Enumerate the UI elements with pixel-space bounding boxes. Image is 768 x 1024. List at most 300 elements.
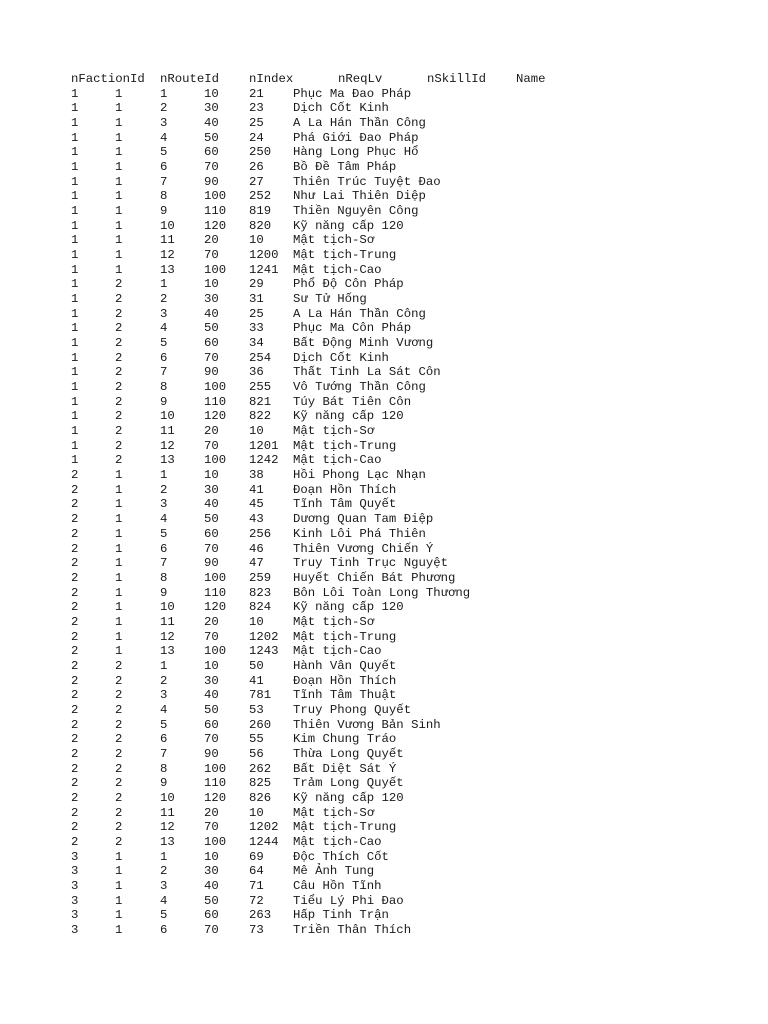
cell-route-id: 2 xyxy=(115,336,123,351)
cell-faction-id: 2 xyxy=(71,512,79,527)
cell-faction-id: 1 xyxy=(71,262,79,277)
cell-name: Bất Diệt Sát Ý xyxy=(293,761,397,776)
cell-faction-id: 2 xyxy=(71,702,79,717)
cell-faction-id: 2 xyxy=(71,790,79,805)
cell-faction-id: 2 xyxy=(71,482,79,497)
cell-req-lv: 10 xyxy=(204,849,219,864)
cell-req-lv: 50 xyxy=(204,321,219,336)
cell-skill-id: 71 xyxy=(249,878,264,893)
table-row xyxy=(71,834,382,850)
cell-route-id: 1 xyxy=(115,174,123,189)
cell-route-id: 2 xyxy=(115,380,123,395)
cell-skill-id: 10 xyxy=(249,233,264,248)
cell-req-lv: 30 xyxy=(204,864,219,879)
cell-skill-id: 21 xyxy=(249,86,264,101)
cell-index: 7 xyxy=(160,365,168,380)
cell-route-id: 2 xyxy=(115,453,123,468)
cell-skill-id: 1201 xyxy=(249,438,279,453)
table-row xyxy=(71,746,404,762)
cell-skill-id: 38 xyxy=(249,468,264,483)
cell-route-id: 1 xyxy=(115,878,123,893)
cell-req-lv: 50 xyxy=(204,702,219,717)
cell-index: 1 xyxy=(160,86,168,101)
cell-route-id: 1 xyxy=(115,233,123,248)
cell-index: 11 xyxy=(160,424,175,439)
cell-name: Mật tịch-Trung xyxy=(293,248,397,263)
cell-name: Bồ Đề Tâm Pháp xyxy=(293,160,397,175)
cell-faction-id: 1 xyxy=(71,145,79,160)
cell-index: 8 xyxy=(160,570,168,585)
cell-index: 13 xyxy=(160,644,175,659)
cell-name: Trảm Long Quyết xyxy=(293,776,404,791)
cell-index: 12 xyxy=(160,629,175,644)
cell-index: 1 xyxy=(160,277,168,292)
cell-req-lv: 120 xyxy=(204,600,227,615)
cell-skill-id: 26 xyxy=(249,160,264,175)
cell-name: Phục Ma Côn Pháp xyxy=(293,321,412,336)
cell-skill-id: 820 xyxy=(249,218,272,233)
cell-skill-id: 260 xyxy=(249,717,272,732)
cell-req-lv: 70 xyxy=(204,820,219,835)
table-row xyxy=(71,878,382,894)
cell-index: 2 xyxy=(160,101,168,116)
cell-req-lv: 50 xyxy=(204,512,219,527)
cell-route-id: 2 xyxy=(115,658,123,673)
cell-index: 12 xyxy=(160,438,175,453)
table-row xyxy=(71,189,426,204)
cell-route-id: 1 xyxy=(115,218,123,233)
cell-index: 5 xyxy=(160,717,168,732)
cell-name: Tĩnh Tâm Thuật xyxy=(293,688,397,703)
cell-name: Bất Động Minh Vương xyxy=(293,336,434,351)
cell-index: 11 xyxy=(160,805,175,820)
cell-index: 4 xyxy=(160,321,168,336)
cell-name: Kim Chung Tráo xyxy=(293,732,397,747)
table-row xyxy=(71,292,367,307)
cell-faction-id: 2 xyxy=(71,644,79,659)
table-row xyxy=(71,732,397,747)
cell-route-id: 2 xyxy=(115,321,123,336)
cell-req-lv: 20 xyxy=(204,805,219,820)
cell-index: 13 xyxy=(160,834,175,849)
cell-index: 9 xyxy=(160,776,168,791)
table-row xyxy=(71,365,441,380)
table-row xyxy=(71,864,375,879)
table-row xyxy=(71,394,412,410)
cell-skill-id: 254 xyxy=(249,350,272,365)
cell-index: 1 xyxy=(160,468,168,483)
table-row xyxy=(71,673,397,689)
cell-faction-id: 1 xyxy=(71,336,79,351)
cell-faction-id: 1 xyxy=(71,394,79,409)
cell-name: Mật tịch-Trung xyxy=(293,438,397,453)
table-row xyxy=(71,321,412,336)
cell-index: 3 xyxy=(160,688,168,703)
cell-faction-id: 2 xyxy=(71,820,79,835)
cell-name: Độc Thích Cốt xyxy=(293,849,389,864)
cell-route-id: 1 xyxy=(115,101,123,116)
table-row xyxy=(71,644,382,659)
cell-name: Mật tịch-Cao xyxy=(293,453,382,468)
table-row xyxy=(71,380,426,395)
cell-skill-id: 1244 xyxy=(249,834,279,849)
cell-name: Dịch Cốt Kinh xyxy=(293,101,389,116)
cell-req-lv: 30 xyxy=(204,673,219,688)
table-row xyxy=(71,688,397,703)
cell-index: 6 xyxy=(160,541,168,556)
cell-faction-id: 1 xyxy=(71,321,79,336)
cell-index: 13 xyxy=(160,262,175,277)
cell-skill-id: 41 xyxy=(249,482,264,497)
cell-req-lv: 90 xyxy=(204,556,219,571)
cell-index: 13 xyxy=(160,453,175,468)
cell-faction-id: 2 xyxy=(71,600,79,615)
skill-table xyxy=(71,72,546,938)
cell-route-id: 1 xyxy=(115,614,123,629)
cell-skill-id: 72 xyxy=(249,893,264,908)
cell-name: Mật tịch-Sơ xyxy=(293,233,375,248)
table-row xyxy=(71,306,426,322)
cell-skill-id: 24 xyxy=(249,130,264,145)
cell-faction-id: 2 xyxy=(71,732,79,747)
table-row xyxy=(71,160,397,175)
cell-skill-id: 73 xyxy=(249,922,264,937)
cell-route-id: 2 xyxy=(115,805,123,820)
table-row xyxy=(71,761,397,777)
cell-skill-id: 10 xyxy=(249,424,264,439)
cell-name: Kỹ năng cấp 120 xyxy=(293,409,404,424)
cell-name: Kỹ năng cấp 120 xyxy=(293,218,404,233)
cell-faction-id: 1 xyxy=(71,438,79,453)
cell-faction-id: 3 xyxy=(71,922,79,937)
table-row xyxy=(71,497,397,512)
cell-route-id: 2 xyxy=(115,746,123,761)
cell-req-lv: 90 xyxy=(204,174,219,189)
header-name: Name xyxy=(516,72,546,86)
cell-skill-id: 256 xyxy=(249,526,272,541)
cell-route-id: 2 xyxy=(115,688,123,703)
cell-req-lv: 70 xyxy=(204,438,219,453)
cell-route-id: 1 xyxy=(115,629,123,644)
cell-index: 6 xyxy=(160,350,168,365)
cell-skill-id: 1241 xyxy=(249,262,279,277)
cell-req-lv: 10 xyxy=(204,468,219,483)
cell-route-id: 2 xyxy=(115,350,123,365)
cell-name: Mật tịch-Sơ xyxy=(293,614,375,629)
cell-req-lv: 60 xyxy=(204,336,219,351)
header-skill-id: nSkillId xyxy=(427,72,487,86)
cell-index: 9 xyxy=(160,204,168,219)
cell-faction-id: 1 xyxy=(71,218,79,233)
table-row xyxy=(71,233,375,248)
cell-index: 4 xyxy=(160,130,168,145)
cell-faction-id: 1 xyxy=(71,409,79,424)
cell-name: A La Hán Thần Công xyxy=(293,116,426,131)
cell-skill-id: 822 xyxy=(249,409,272,424)
cell-skill-id: 1200 xyxy=(249,248,279,263)
cell-faction-id: 2 xyxy=(71,673,79,688)
cell-index: 2 xyxy=(160,673,168,688)
cell-name: Thiên Trúc Tuyệt Đao xyxy=(293,174,441,189)
cell-name: Sư Tử Hống xyxy=(293,292,367,307)
cell-route-id: 2 xyxy=(115,834,123,849)
table-row xyxy=(71,849,389,865)
cell-route-id: 2 xyxy=(115,673,123,688)
cell-index: 1 xyxy=(160,849,168,864)
cell-index: 5 xyxy=(160,908,168,923)
cell-faction-id: 2 xyxy=(71,761,79,776)
table-row xyxy=(71,174,441,190)
table-row xyxy=(71,218,404,234)
table-row xyxy=(71,453,382,468)
cell-name: A La Hán Thần Công xyxy=(293,306,426,321)
cell-skill-id: 259 xyxy=(249,570,272,585)
cell-skill-id: 263 xyxy=(249,908,272,923)
cell-req-lv: 60 xyxy=(204,145,219,160)
cell-req-lv: 100 xyxy=(204,761,227,776)
cell-route-id: 1 xyxy=(115,482,123,497)
cell-req-lv: 10 xyxy=(204,658,219,673)
cell-faction-id: 3 xyxy=(71,908,79,923)
cell-faction-id: 1 xyxy=(71,86,79,101)
cell-name: Dịch Cốt Kinh xyxy=(293,350,389,365)
cell-index: 5 xyxy=(160,336,168,351)
cell-skill-id: 31 xyxy=(249,292,264,307)
cell-name: Thiên Vương Chiến Ý xyxy=(293,541,434,556)
cell-route-id: 1 xyxy=(115,262,123,277)
cell-index: 12 xyxy=(160,820,175,835)
cell-faction-id: 1 xyxy=(71,101,79,116)
cell-route-id: 1 xyxy=(115,512,123,527)
cell-index: 10 xyxy=(160,790,175,805)
cell-name: Phá Giới Đao Pháp xyxy=(293,130,419,145)
cell-route-id: 2 xyxy=(115,292,123,307)
cell-req-lv: 50 xyxy=(204,130,219,145)
table-row xyxy=(71,336,434,351)
cell-faction-id: 1 xyxy=(71,306,79,321)
table-row xyxy=(71,350,389,366)
cell-route-id: 2 xyxy=(115,702,123,717)
cell-name: Mật tịch-Cao xyxy=(293,834,382,849)
cell-skill-id: 43 xyxy=(249,512,264,527)
cell-route-id: 1 xyxy=(115,644,123,659)
cell-skill-id: 41 xyxy=(249,673,264,688)
cell-faction-id: 1 xyxy=(71,248,79,263)
cell-skill-id: 262 xyxy=(249,761,272,776)
cell-req-lv: 30 xyxy=(204,292,219,307)
cell-req-lv: 70 xyxy=(204,248,219,263)
cell-faction-id: 1 xyxy=(71,424,79,439)
cell-name: Hấp Tinh Trận xyxy=(293,908,389,923)
cell-req-lv: 100 xyxy=(204,644,227,659)
cell-skill-id: 824 xyxy=(249,600,272,615)
cell-faction-id: 2 xyxy=(71,834,79,849)
cell-faction-id: 1 xyxy=(71,174,79,189)
table-row xyxy=(71,482,397,498)
cell-req-lv: 70 xyxy=(204,732,219,747)
cell-index: 8 xyxy=(160,189,168,204)
cell-route-id: 1 xyxy=(115,556,123,571)
cell-faction-id: 2 xyxy=(71,614,79,629)
cell-req-lv: 20 xyxy=(204,614,219,629)
cell-faction-id: 2 xyxy=(71,776,79,791)
cell-index: 8 xyxy=(160,380,168,395)
table-row xyxy=(71,512,434,527)
cell-faction-id: 2 xyxy=(71,497,79,512)
cell-route-id: 1 xyxy=(115,585,123,600)
cell-skill-id: 47 xyxy=(249,556,264,571)
cell-index: 10 xyxy=(160,218,175,233)
table-row xyxy=(71,776,404,791)
cell-route-id: 1 xyxy=(115,86,123,101)
cell-skill-id: 33 xyxy=(249,321,264,336)
cell-req-lv: 100 xyxy=(204,570,227,585)
cell-req-lv: 40 xyxy=(204,688,219,703)
cell-skill-id: 56 xyxy=(249,746,264,761)
cell-index: 5 xyxy=(160,145,168,160)
cell-skill-id: 250 xyxy=(249,145,272,160)
cell-skill-id: 53 xyxy=(249,702,264,717)
table-row xyxy=(71,277,404,292)
cell-name: Mê Ảnh Tung xyxy=(293,864,375,879)
cell-req-lv: 10 xyxy=(204,277,219,292)
table-row xyxy=(71,409,404,424)
cell-route-id: 2 xyxy=(115,790,123,805)
table-row xyxy=(71,629,397,645)
cell-name: Thất Tinh La Sát Côn xyxy=(293,365,441,380)
cell-index: 11 xyxy=(160,233,175,248)
cell-req-lv: 100 xyxy=(204,189,227,204)
table-header xyxy=(71,72,546,87)
cell-req-lv: 50 xyxy=(204,893,219,908)
cell-req-lv: 100 xyxy=(204,453,227,468)
cell-req-lv: 60 xyxy=(204,717,219,732)
cell-name: Tiểu Lý Phi Đao xyxy=(293,893,404,908)
cell-faction-id: 1 xyxy=(71,189,79,204)
cell-route-id: 1 xyxy=(115,204,123,219)
cell-faction-id: 2 xyxy=(71,468,79,483)
cell-index: 6 xyxy=(160,922,168,937)
cell-route-id: 2 xyxy=(115,394,123,409)
cell-name: Mật tịch-Cao xyxy=(293,644,382,659)
cell-skill-id: 826 xyxy=(249,790,272,805)
table-row xyxy=(71,101,389,116)
cell-name: Mật tịch-Trung xyxy=(293,820,397,835)
cell-req-lv: 70 xyxy=(204,160,219,175)
table-row xyxy=(71,820,397,835)
cell-faction-id: 1 xyxy=(71,350,79,365)
cell-faction-id: 2 xyxy=(71,746,79,761)
cell-faction-id: 2 xyxy=(71,526,79,541)
cell-req-lv: 70 xyxy=(204,922,219,937)
cell-name: Tĩnh Tâm Quyết xyxy=(293,497,397,512)
cell-route-id: 1 xyxy=(115,908,123,923)
table-row xyxy=(71,248,397,263)
cell-skill-id: 36 xyxy=(249,365,264,380)
cell-skill-id: 10 xyxy=(249,614,264,629)
cell-name: Túy Bát Tiên Côn xyxy=(293,394,412,409)
cell-faction-id: 1 xyxy=(71,365,79,380)
cell-faction-id: 1 xyxy=(71,380,79,395)
cell-index: 6 xyxy=(160,732,168,747)
cell-name: Thiền Nguyên Công xyxy=(293,204,419,219)
table-row xyxy=(71,526,426,542)
cell-index: 7 xyxy=(160,174,168,189)
cell-index: 12 xyxy=(160,248,175,263)
cell-skill-id: 825 xyxy=(249,776,272,791)
cell-skill-id: 781 xyxy=(249,688,272,703)
cell-route-id: 1 xyxy=(115,922,123,937)
cell-name: Mật tịch-Cao xyxy=(293,262,382,277)
cell-faction-id: 1 xyxy=(71,116,79,131)
cell-name: Truy Tinh Trục Nguyệt xyxy=(293,556,448,571)
cell-skill-id: 1242 xyxy=(249,453,279,468)
cell-req-lv: 70 xyxy=(204,541,219,556)
cell-name: Như Lai Thiên Diệp xyxy=(293,189,426,204)
cell-faction-id: 3 xyxy=(71,893,79,908)
cell-faction-id: 3 xyxy=(71,878,79,893)
cell-skill-id: 50 xyxy=(249,658,264,673)
cell-index: 7 xyxy=(160,746,168,761)
table-row xyxy=(71,600,404,615)
cell-faction-id: 1 xyxy=(71,277,79,292)
table-row xyxy=(71,570,456,586)
cell-req-lv: 100 xyxy=(204,380,227,395)
cell-route-id: 2 xyxy=(115,409,123,424)
cell-skill-id: 1202 xyxy=(249,820,279,835)
cell-index: 4 xyxy=(160,702,168,717)
cell-req-lv: 110 xyxy=(204,776,227,791)
cell-faction-id: 2 xyxy=(71,658,79,673)
cell-index: 10 xyxy=(160,409,175,424)
table-row xyxy=(71,908,389,923)
cell-index: 4 xyxy=(160,893,168,908)
cell-name: Mật tịch-Trung xyxy=(293,629,397,644)
cell-route-id: 2 xyxy=(115,732,123,747)
cell-req-lv: 110 xyxy=(204,394,227,409)
cell-skill-id: 25 xyxy=(249,116,264,131)
cell-skill-id: 45 xyxy=(249,497,264,512)
table-row xyxy=(71,130,419,146)
cell-route-id: 1 xyxy=(115,600,123,615)
cell-faction-id: 2 xyxy=(71,570,79,585)
cell-name: Hồi Phong Lạc Nhạn xyxy=(293,468,426,483)
table-row xyxy=(71,424,375,439)
cell-skill-id: 46 xyxy=(249,541,264,556)
header-route-id: nRouteId xyxy=(160,72,220,86)
cell-skill-id: 25 xyxy=(249,306,264,321)
table-row xyxy=(71,86,412,102)
cell-skill-id: 69 xyxy=(249,849,264,864)
cell-req-lv: 90 xyxy=(204,746,219,761)
cell-name: Câu Hồn Tĩnh xyxy=(293,878,382,893)
cell-name: Huyết Chiến Bát Phương xyxy=(293,570,456,585)
cell-faction-id: 2 xyxy=(71,556,79,571)
cell-req-lv: 30 xyxy=(204,101,219,116)
cell-index: 4 xyxy=(160,512,168,527)
cell-name: Kỹ năng cấp 120 xyxy=(293,790,404,805)
cell-faction-id: 1 xyxy=(71,453,79,468)
cell-route-id: 1 xyxy=(115,116,123,131)
table-row xyxy=(71,438,397,454)
cell-faction-id: 1 xyxy=(71,130,79,145)
cell-index: 5 xyxy=(160,526,168,541)
cell-skill-id: 34 xyxy=(249,336,264,351)
cell-faction-id: 1 xyxy=(71,160,79,175)
cell-req-lv: 100 xyxy=(204,834,227,849)
cell-name: Bôn Lôi Toàn Long Thương xyxy=(293,585,471,600)
cell-req-lv: 40 xyxy=(204,116,219,131)
